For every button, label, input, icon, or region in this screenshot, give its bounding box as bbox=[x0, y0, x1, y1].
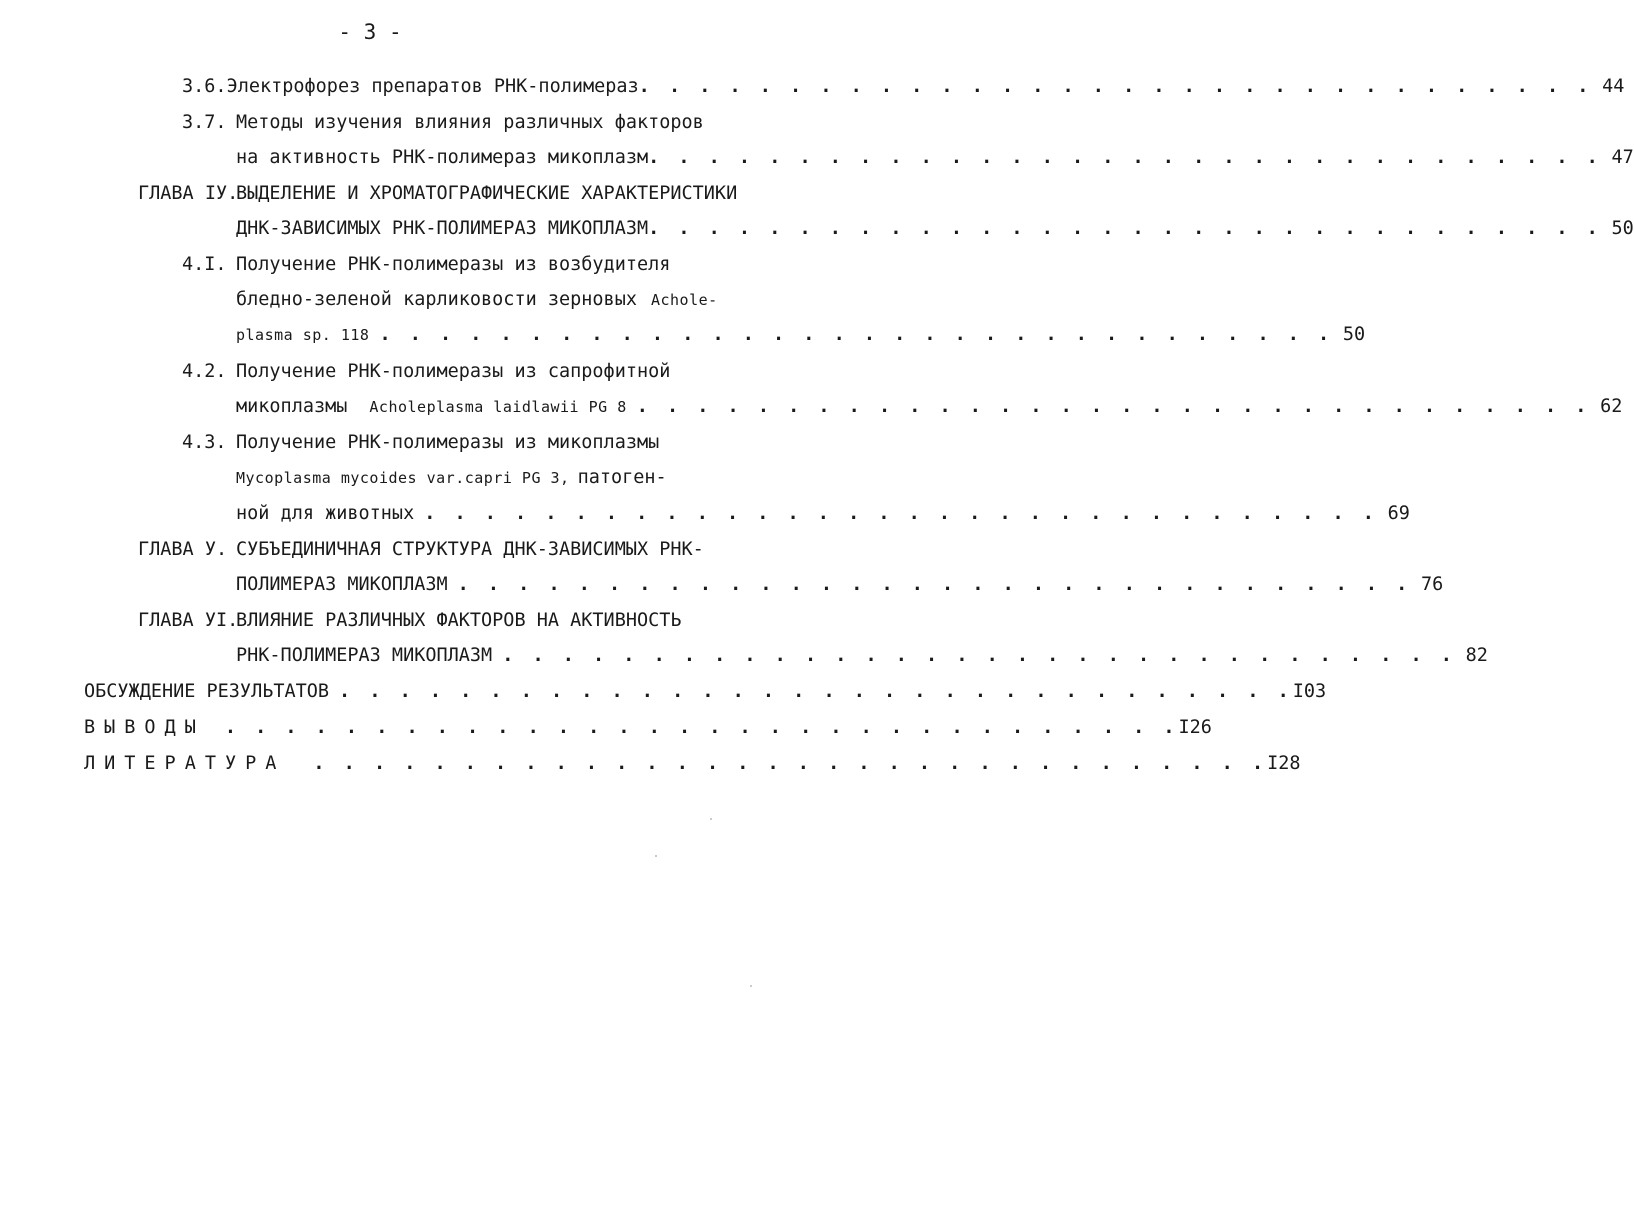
toc-page: I28 bbox=[1267, 753, 1301, 774]
toc-literature[interactable] bbox=[84, 749, 1301, 779]
toc-title: бледно-зеленой карликовости зерновых bbox=[236, 289, 637, 310]
dot-leader: . . . . . . . . . . . . . . . . . . . . . . . . . . . . . . . . bbox=[379, 324, 1334, 345]
scan-speck bbox=[655, 855, 657, 857]
toc-page: 76 bbox=[1421, 574, 1444, 595]
species-name: Acholeplasma laidlawii PG 8 bbox=[369, 398, 627, 416]
toc-title: Получение РНК-полимеразы из сапрофитной bbox=[236, 361, 671, 382]
toc-title: ДНК-ЗАВИСИМЫХ РНК-ПОЛИМЕРАЗ МИКОПЛАЗМ bbox=[236, 218, 649, 239]
dot-leader: . . . . . . . . . . . . . . . . . . . . . . . . . . . . . . . . bbox=[457, 574, 1412, 595]
toc-title: ВЛИЯНИЕ РАЗЛИЧНЫХ ФАКТОРОВ НА АКТИВНОСТЬ bbox=[236, 610, 682, 631]
toc-title: ной для животных bbox=[236, 503, 415, 524]
toc-title: микоплазмы bbox=[236, 396, 348, 417]
species-name: Achole- bbox=[650, 291, 718, 309]
toc-title: Получение РНК-полимеразы из микоплазмы bbox=[236, 432, 660, 453]
scan-speck bbox=[750, 985, 752, 987]
toc-title: ВЫДЕЛЕНИЕ И ХРОМАТОГРАФИЧЕСКИЕ ХАРАКТЕРИСТИКИ bbox=[236, 183, 738, 204]
dot-leader: . . . . . . . . . . . . . . . . . . . . . . . . . . . . . . . . bbox=[638, 76, 1593, 97]
toc-entry-4-3[interactable] bbox=[182, 428, 754, 458]
toc-chapter-5[interactable] bbox=[138, 535, 754, 565]
toc-entry-3-6[interactable] bbox=[182, 72, 1625, 102]
toc-chapter-6-cont[interactable] bbox=[236, 641, 1488, 671]
dot-leader: . . . . . . . . . . . . . . . . . . . . . . . . . . . . . . . . bbox=[339, 681, 1293, 702]
toc-title: СУБЪЕДИНИЧНАЯ СТРУКТУРА ДНК-ЗАВИСИМЫХ РНК- bbox=[236, 539, 704, 560]
toc-title: Получение РНК-полимеразы из возбудителя bbox=[236, 254, 671, 275]
toc-conclusions[interactable] bbox=[84, 713, 1212, 743]
toc-entry-3-7-cont[interactable] bbox=[236, 143, 1634, 173]
dot-leader: . . . . . . . . . . . . . . . . . . . . . . . . . . . . . . . . bbox=[424, 503, 1378, 524]
toc-number: 3.6. bbox=[182, 76, 227, 97]
toc-entry-4-1-cont2[interactable] bbox=[236, 320, 1366, 350]
dot-leader: . . . . . . . . . . . . . . . . . . . . . . . . . . . . . . . . bbox=[224, 717, 1179, 738]
toc-page: I26 bbox=[1178, 717, 1212, 738]
toc-page: I03 bbox=[1292, 681, 1327, 702]
toc-page: 50 bbox=[1611, 218, 1634, 239]
toc-title: Методы изучения влияния различных факторов bbox=[236, 112, 704, 133]
toc-page: 62 bbox=[1600, 396, 1623, 417]
toc-entry-4-1[interactable] bbox=[182, 250, 754, 280]
toc-page: 47 bbox=[1611, 147, 1634, 168]
toc-page: 50 bbox=[1342, 324, 1366, 345]
dot-leader: . . . . . . . . . . . . . . . . . . . . . . . . . . . . . . . . bbox=[502, 645, 1456, 666]
toc-page: 69 bbox=[1387, 503, 1410, 524]
toc-number: ГЛАВА У. bbox=[138, 539, 228, 560]
toc-entry-4-2-cont[interactable] bbox=[236, 392, 1623, 422]
dot-leader: . . . . . . . . . . . . . . . . . . . . . . . . . . . . . . . . bbox=[648, 218, 1602, 239]
toc-title: патоген- bbox=[577, 467, 667, 488]
toc-entry-4-1-cont[interactable] bbox=[236, 285, 754, 315]
toc-number: 4.I. bbox=[182, 254, 227, 275]
scan-speck bbox=[710, 818, 712, 820]
toc-entry-4-3-cont[interactable] bbox=[236, 463, 754, 493]
toc-number: 3.7. bbox=[182, 112, 227, 133]
page-number: - 3 - bbox=[338, 20, 402, 44]
toc-chapter-4-cont[interactable] bbox=[236, 214, 1634, 244]
species-name: plasma sp. 118 bbox=[236, 326, 370, 344]
toc-number: ГЛАВА УI. bbox=[138, 610, 239, 631]
species-name: Mycoplasma mycoides var.capri PG 3, bbox=[236, 469, 570, 487]
toc-chapter-5-cont[interactable] bbox=[236, 570, 1444, 600]
dot-leader: . . . . . . . . . . . . . . . . . . . . . . . . . . . . . . . . bbox=[648, 147, 1602, 168]
toc-title: ОБСУЖДЕНИЕ РЕЗУЛЬТАТОВ bbox=[84, 681, 330, 702]
toc-chapter-6[interactable] bbox=[138, 606, 754, 636]
toc-title: ЛИТЕРАТУРА bbox=[84, 753, 286, 774]
toc-title: ПОЛИМЕРАЗ МИКОПЛАЗМ bbox=[236, 574, 448, 595]
toc-discussion[interactable] bbox=[84, 677, 1327, 707]
dot-leader: . . . . . . . . . . . . . . . . . . . . . . . . . . . . . . . . bbox=[636, 396, 1591, 417]
toc-page: 82 bbox=[1465, 645, 1488, 666]
toc-entry-3-7[interactable] bbox=[182, 108, 754, 138]
toc-entry-4-2[interactable] bbox=[182, 357, 754, 387]
toc-number: 4.2. bbox=[182, 361, 227, 382]
toc-title: Электрофорез препаратов РНК-полимераз bbox=[226, 76, 639, 97]
dot-leader: . . . . . . . . . . . . . . . . . . . . . . . . . . . . . . . . bbox=[313, 753, 1268, 774]
toc-entry-4-3-cont2[interactable] bbox=[236, 499, 1410, 529]
toc-page: 44 bbox=[1602, 76, 1625, 97]
toc-title: РНК-ПОЛИМЕРАЗ МИКОПЛАЗМ bbox=[236, 645, 493, 666]
toc-title: на активность РНК-полимераз микоплазм bbox=[236, 147, 649, 168]
toc-number: 4.3. bbox=[182, 432, 227, 453]
toc-title: ВЫВОДЫ bbox=[84, 717, 205, 738]
toc-chapter-4[interactable] bbox=[138, 179, 754, 209]
toc-number: ГЛАВА IУ. bbox=[138, 183, 239, 204]
